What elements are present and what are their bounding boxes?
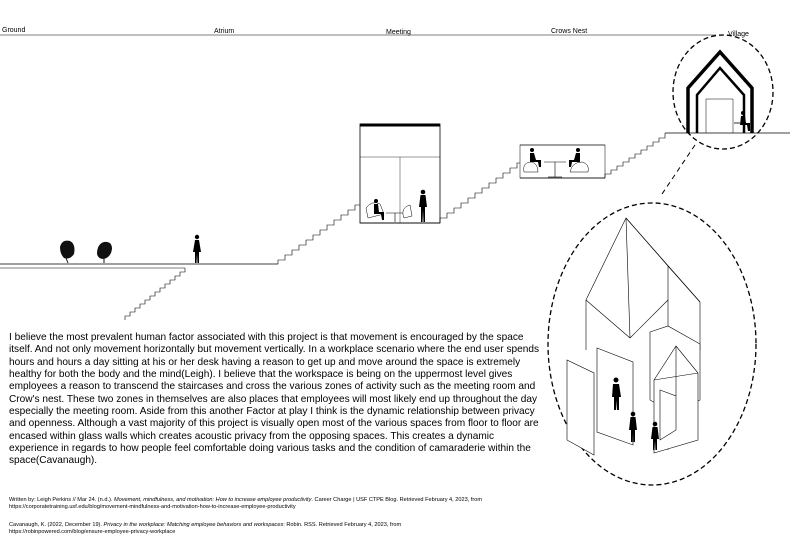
person-meeting-standing	[419, 190, 427, 222]
floor-lines	[0, 133, 790, 268]
citation-cavanaugh-url[interactable]: https://robinpowered.com/blog/ensure-employee-privacy-workplace	[9, 529, 176, 536]
stair-down-ground	[125, 268, 185, 320]
staircases	[125, 133, 665, 320]
citation-leigh	[9, 497, 569, 512]
citation-cavanaugh	[9, 522, 569, 537]
callout-connector	[660, 145, 695, 197]
stair-crows-to-village	[605, 133, 665, 178]
person-village-seated	[734, 111, 750, 131]
lounge-chair-right	[97, 242, 112, 259]
meeting-room	[360, 124, 440, 223]
stair-meeting-to-crows	[440, 163, 520, 223]
citation-leigh-title: Movement, mindfulness, and motivation: How to increase employee productivity	[113, 497, 312, 503]
citation-cavanaugh-suffix: : Robin. RSS. Retrieved February 4, 2023, from	[283, 522, 402, 528]
stair-ground-to-meeting	[278, 205, 360, 264]
zone-label-ground: Ground	[2, 27, 26, 34]
citation-leigh-prefix: Written by: Leigh Perkins // Mar 24. (n.d.).	[9, 497, 113, 503]
person-ground-standing	[193, 235, 201, 263]
zone-label-meeting: Meeting	[386, 29, 411, 36]
essay-paragraph: I believe the most prevalent human factor associated with this project is that movement is encouraged by the space itself. And not only movement horizontally but movement vertically. In a workplace scenario where the end user spends hours and hours a day sitting at his or her desk having a reason to get up and move around the space is extremely healthy for both the body and the mind(Leigh). I believe that the workspace is being on the uppermost level gives employees a reason to transcend the staircases and cross the various zones of activity such as the meeting room and Crow's nest. These two zones in themselves are also places that employees will most likely end up throughout the day especially the meeting room. Aside from this another Factor at play I think is the dynamic relationship between privacy and openness. Although a vast majority of this project is visually open most of the various spaces from floor to floor are encased within glass walls which creates acoustic privacy from the opposing spaces. This creates a dynamic experience in regards to how people feel comfortable doing various tasks and the condition of camaraderie within the space(Cavanaugh).	[9, 332, 540, 467]
citation-cavanaugh-prefix: Cavanaugh, K. (2022, December 19).	[9, 522, 102, 528]
zone-label-village: Village	[728, 31, 749, 38]
citation-leigh-suffix: . Career Charge | USF CTPE Blog. Retrieved February 4, 2023, from	[311, 497, 482, 503]
citation-cavanaugh-title: Privacy in the workplace: Matching employee behaviors and workspaces	[103, 522, 284, 528]
ground-lounge-chairs	[60, 241, 112, 263]
citation-leigh-url[interactable]: https://corporatetraining.usf.edu/blog/movement-mindfulness-and-motivation-how-to-increase-employee-productivity	[9, 504, 296, 511]
zone-label-atrium: Atrium	[214, 28, 235, 35]
zone-label-crows-nest: Crows Nest	[551, 28, 588, 35]
lounge-chair-left	[60, 241, 75, 259]
